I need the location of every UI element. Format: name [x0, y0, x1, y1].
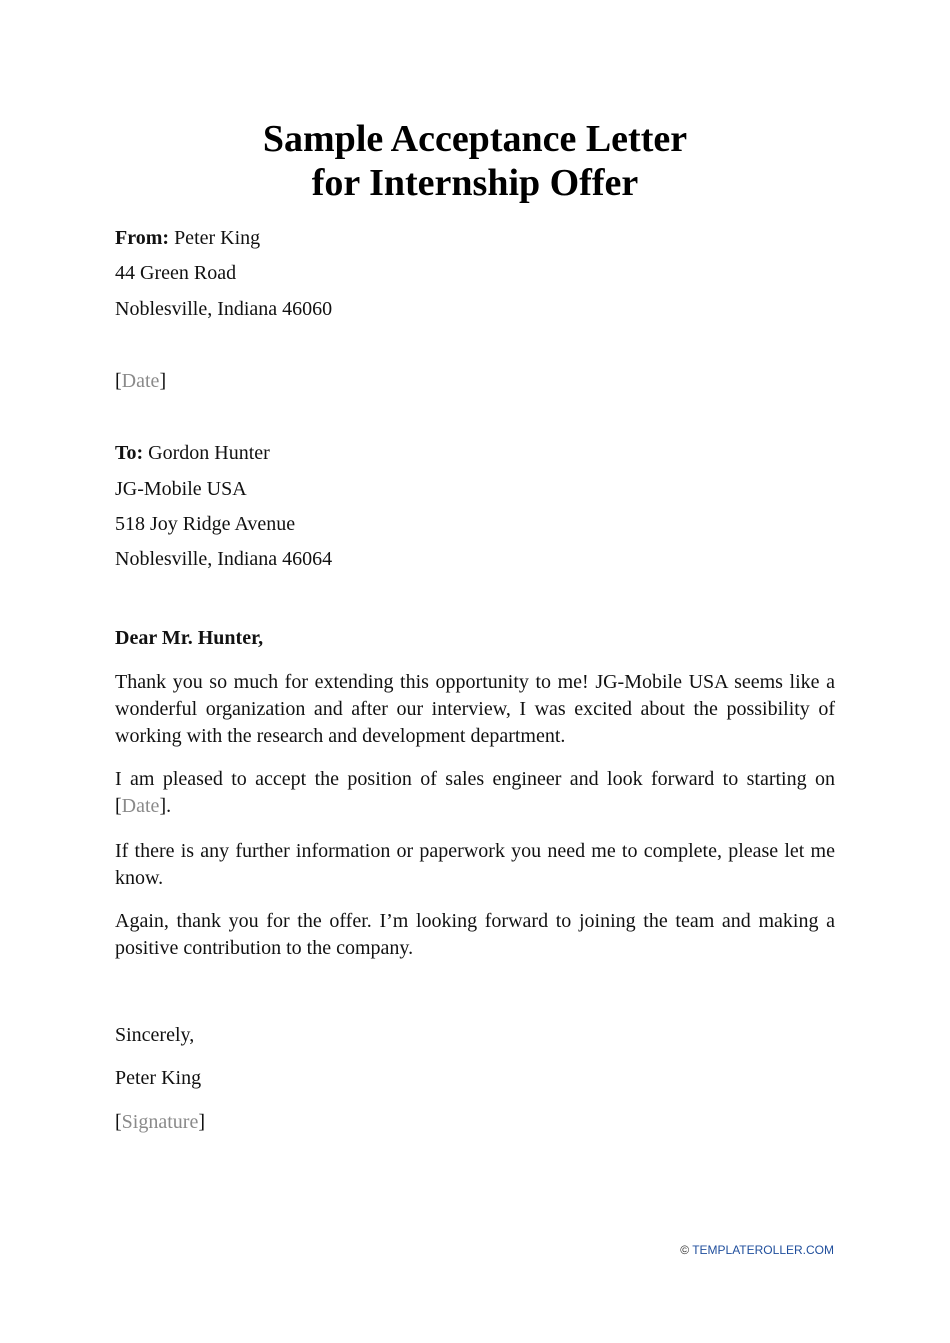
signature-placeholder: Signature	[121, 1111, 199, 1133]
body-paragraph-2: I am pleased to accept the position of sales engineer and look forward to starting on [Date].	[115, 768, 835, 817]
sender-street: 44 Green Road	[115, 262, 237, 284]
recipient-company: JG-Mobile USA	[115, 478, 247, 500]
body-paragraph-3: If there is any further information or paperwork you need me to complete, please let me know.	[115, 840, 835, 889]
footer-link[interactable]: TEMPLATEROLLER.COM	[692, 1243, 834, 1257]
recipient-name: Gordon Hunter	[148, 442, 270, 464]
date-line: [Date]	[115, 370, 167, 392]
footer-credit	[680, 1242, 834, 1258]
title-line-1: Sample Acceptance Letter	[262, 118, 688, 160]
salutation: Dear Mr. Hunter,	[115, 627, 264, 649]
to-line	[115, 441, 270, 465]
date-placeholder: Date	[121, 370, 160, 392]
from-label: From:	[115, 227, 170, 249]
body-paragraph-1: Thank you so much for extending this opportunity to me! JG-Mobile USA seems like a wonderful organization and after our interview, I was excited about the possibility of working with the research and development department.	[115, 671, 835, 747]
from-line	[115, 226, 260, 250]
signer-name: Peter King	[115, 1067, 202, 1089]
document-title	[0, 117, 950, 205]
sender-name: Peter King	[174, 227, 261, 249]
body-paragraph-4: Again, thank you for the offer. I’m looking forward to joining the team and making a positive contribution to the company.	[115, 910, 835, 959]
to-label: To:	[115, 442, 144, 464]
title-line-2: for Internship Offer	[311, 162, 639, 204]
body-paragraph-2-text: I am pleased to accept the position of sales engineer and look forward to starting on	[115, 768, 835, 790]
signature-line: [Signature]	[115, 1111, 205, 1133]
start-date-placeholder: Date	[121, 795, 160, 817]
valediction: Sincerely,	[115, 1024, 195, 1046]
recipient-city: Noblesville, Indiana 46064	[115, 548, 333, 570]
sender-city: Noblesville, Indiana 46060	[115, 298, 333, 320]
copyright-symbol: ©	[680, 1243, 690, 1257]
recipient-street: 518 Joy Ridge Avenue	[115, 513, 296, 535]
